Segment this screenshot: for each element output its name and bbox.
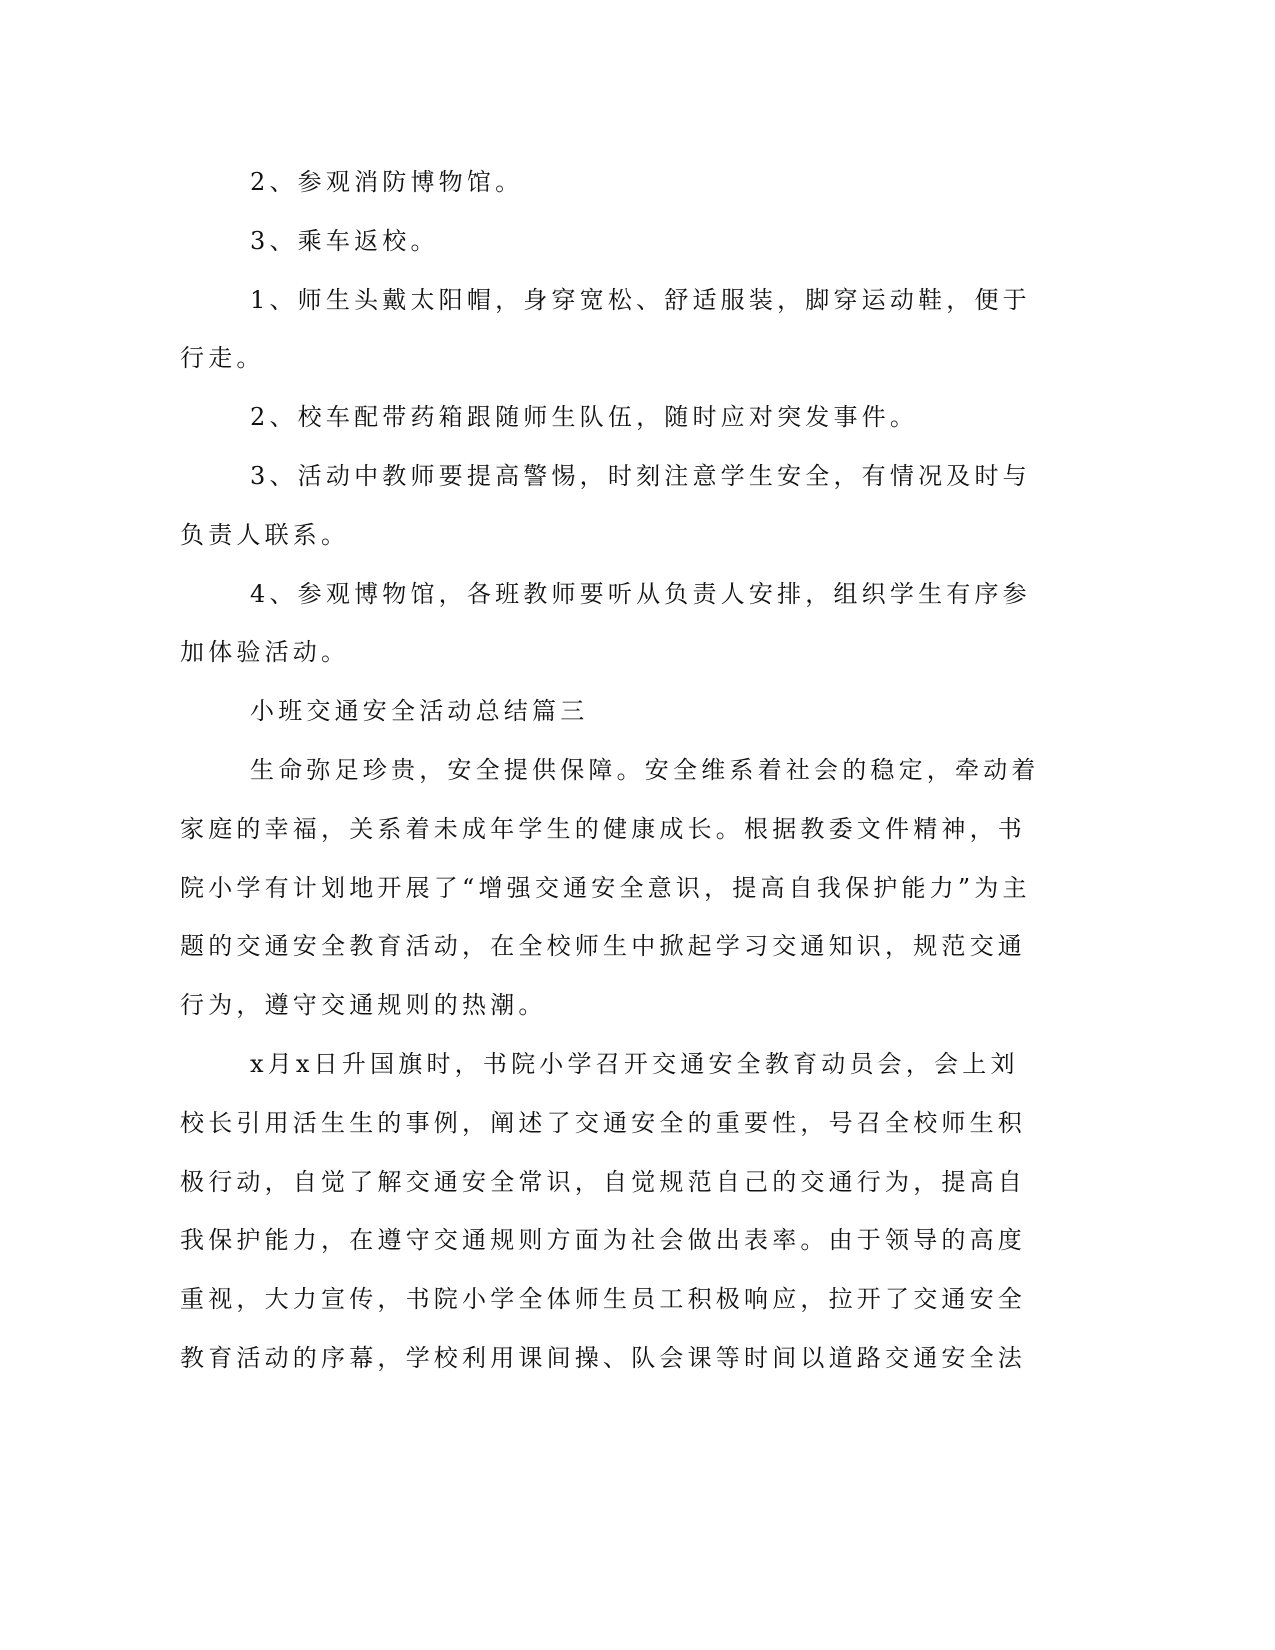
text-line: 1、师生头戴太阳帽，身穿宽松、舒适服装，脚穿运动鞋，便于 — [250, 285, 1031, 314]
paragraph — [180, 458, 1060, 576]
section-heading — [180, 693, 1060, 752]
text-line: 极行动，自觉了解交通安全常识，自觉规范自己的交通行为，提高自 — [180, 1167, 1026, 1196]
text-line: 负责人联系。 — [180, 520, 350, 549]
paragraph — [180, 223, 1060, 282]
text-line: 生命弥足珍贵，安全提供保障。安全维系着社会的稳定，牵动着 — [250, 755, 1040, 784]
paragraph — [180, 399, 1060, 458]
document-page — [180, 164, 1060, 1399]
text-line: 4、参观博物馆，各班教师要听从负责人安排，组织学生有序参 — [250, 579, 1031, 608]
text-line: 题的交通安全教育活动，在全校师生中掀起学习交通知识，规范交通 — [180, 932, 1026, 961]
text-line: 重视，大力宣传，书院小学全体师生员工积极响应，拉开了交通安全 — [180, 1285, 1026, 1314]
paragraph — [180, 282, 1060, 400]
text-line: 2、校车配带药箱跟随师生队伍，随时应对突发事件。 — [250, 403, 919, 432]
text-line: 3、乘车返校。 — [250, 226, 439, 255]
paragraph — [180, 752, 1060, 1046]
text-line: 家庭的幸福，关系着未成年学生的健康成长。根据教委文件精神，书 — [180, 814, 1026, 843]
text-line: 3、活动中教师要提高警惕，时刻注意学生安全，有情况及时与 — [250, 461, 1031, 490]
text-line: 行走。 — [180, 344, 265, 373]
text-line: 行为，遵守交通规则的热潮。 — [180, 991, 547, 1020]
text-line: 加体验活动。 — [180, 638, 350, 667]
text-line: 我保护能力，在遵守交通规则方面为社会做出表率。由于领导的高度 — [180, 1226, 1026, 1255]
text-line: 小班交通安全活动总结篇三 — [250, 697, 589, 726]
text-line: 校长引用活生生的事例，阐述了交通安全的重要性，号召全校师生积 — [180, 1108, 1026, 1137]
paragraph — [180, 576, 1060, 694]
text-line: 2、参观消防博物馆。 — [250, 168, 524, 196]
text-line: x月x日升国旗时，书院小学召开交通安全教育动员会，会上刘 — [250, 1049, 1019, 1078]
paragraph — [180, 1046, 1060, 1399]
paragraph — [180, 164, 1060, 223]
text-line: 教育活动的序幕，学校利用课间操、队会课等时间以道路交通安全法 — [180, 1343, 1026, 1372]
text-line: 院小学有计划地开展了“增强交通安全意识，提高自我保护能力”为主 — [180, 873, 1031, 902]
